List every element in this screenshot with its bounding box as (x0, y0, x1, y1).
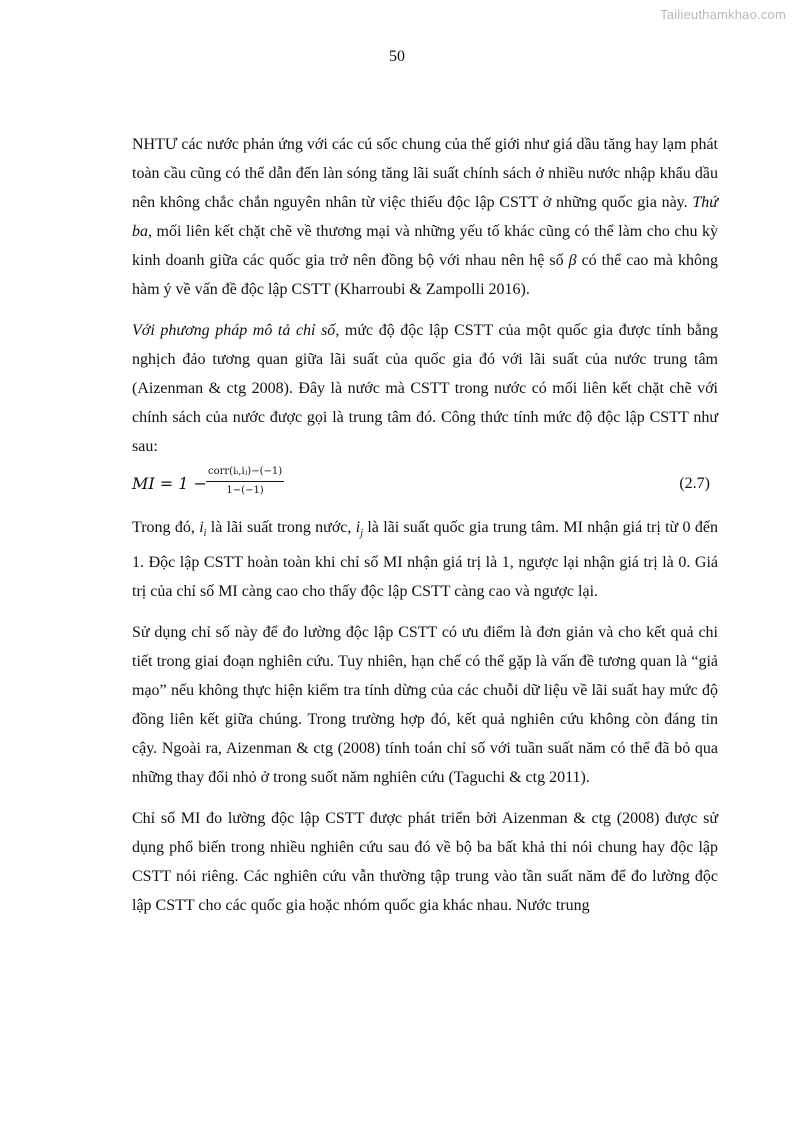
page-number: 50 (389, 48, 405, 65)
formula-denominator: 1−(−1) (226, 485, 264, 496)
emphasis-text: Với phương pháp mô tả chỉ số (132, 322, 336, 339)
formula-fraction (206, 465, 284, 498)
beta-symbol: β (568, 252, 577, 269)
formula-numerator: corr(iᵢ,iⱼ)−(−1) (206, 465, 284, 482)
paragraph-text: có thể cao mà không hàm ý về vấn đề độc lập CSTT (Kharroubi & Zampolli 2016). (132, 252, 718, 298)
paragraph-text: , mức độ độc lập CSTT của một quốc gia được tính bằng nghịch đảo tương quan giữa lãi suất của quốc gia đó với lãi suất của nước trung tâm (Aizenman & ctg 2008). Đây là nước mà CSTT trong nước có mối liên kết chặt chẽ với chính sách của nước được gọi là trung tâm đó. Công thức tính mức độ độc lập CSTT như sau: (132, 322, 718, 455)
emphasis-text: Thứ ba (132, 194, 718, 240)
paragraph-text: NHTƯ các nước phản ứng với các cú sốc chung của thế giới như giá dầu tăng hay lạm phát toàn cầu cũng có thể dẫn đến làn sóng tăng lãi suất chính sách ở nhiều nước nhập khẩu dầu nên không chắc chắn nguyên nhân từ việc thiếu độc lập CSTT ở những quốc gia này. (132, 136, 718, 211)
formula-2-7 (132, 465, 718, 509)
paragraph-3 (132, 513, 718, 606)
watermark: Tailieuthamkhao.com (660, 7, 786, 22)
formula-lhs: MI = 1 − (132, 474, 207, 493)
paragraph-text: là lãi suất trong nước, (206, 519, 356, 536)
paragraph-2 (132, 316, 718, 461)
equation-number: (2.7) (679, 475, 710, 492)
paragraph-text: là lãi suất quốc gia trung tâm. MI nhận giá trị từ 0 đến 1. Độc lập CSTT hoàn toàn khi chỉ số MI nhận giá trị là 1, ngược lại nhận giá trị là 0. Giá trị của chỉ số MI càng cao cho thấy độc lập CSTT càng cao và ngược lại. (132, 519, 718, 601)
math-variable: $i_j$ (355, 519, 363, 540)
paragraph-4: Sử dụng chỉ số này để đo lường độc lập CSTT có ưu điểm là đơn giản và cho kết quả chi tiết trong giai đoạn nghiên cứu. Tuy nhiên, hạn chế có thể gặp là vấn đề tương quan là “giả mạo” nếu không thực hiện kiểm tra tính dừng của các chuỗi dữ liệu về lãi suất hay mức độ đồng liên kết giữa chúng. Trong trường hợp đó, kết quả nghiên cứu không còn đáng tin cậy. Ngoài ra, Aizenman & ctg (2008) tính toán chỉ số với tuần suất năm có thể đã bỏ qua những thay đổi nhỏ ở trong suốt năm nghiên cứu (Taguchi & ctg 2011). (132, 624, 718, 787)
paragraph-text: Trong đó, (132, 519, 200, 536)
paragraph-text: , mối liên kết chặt chẽ về thương mại và những yếu tố khác cũng có thể làm cho chu kỳ kinh doanh giữa các quốc gia trở nên đồng bộ với nhau nên hệ số (132, 223, 718, 269)
math-variable: $i_i$ (199, 519, 207, 540)
paragraph-1 (132, 130, 718, 304)
paragraph-5: Chỉ số MI đo lường độc lập CSTT được phát triển bởi Aizenman & ctg (2008) được sử dụng phổ biến trong nhiều nghiên cứu sau đó về bộ ba bất khả thi nói chung hay độc lập CSTT nói riêng. Các nghiên cứu vẫn thường tập trung vào tần suất năm để đo lường độc lập CSTT cho các quốc gia hoặc nhóm quốc gia khác nhau. Nước trung (132, 810, 718, 915)
document-body (132, 130, 718, 932)
